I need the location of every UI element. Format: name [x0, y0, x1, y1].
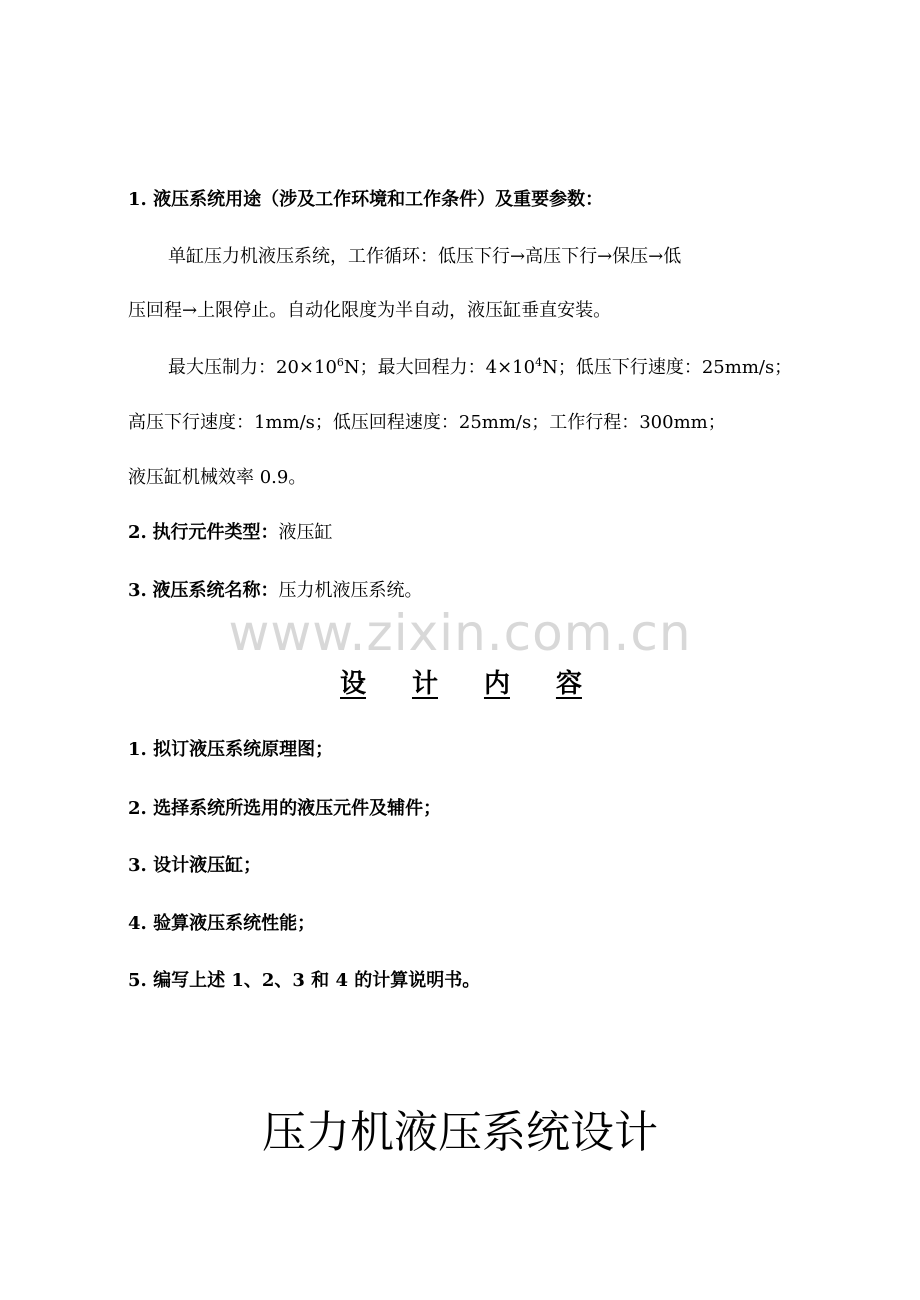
- paragraph-parameters-line-3: 液压缸机械效率 0.9。: [128, 467, 307, 488]
- design-item-3: [128, 854, 261, 878]
- item-number: 2.: [128, 522, 147, 543]
- design-content-heading: [340, 666, 582, 702]
- item-number: 5.: [128, 970, 147, 991]
- paragraph-work-cycle-line-1: 单缸压力机液压系统，工作循环：低压下行→高压下行→保压→低: [168, 246, 682, 267]
- watermark: www.zixin.com.cn: [228, 604, 692, 662]
- design-item-2: [128, 797, 441, 821]
- item-number: 3.: [128, 855, 147, 876]
- paragraph-parameters-line-2: 高压下行速度：1mm/s；低压回程速度：25mm/s；工作行程：300mm；: [128, 412, 726, 433]
- item-text: 拟订液压系统原理图；: [153, 739, 334, 760]
- param-text-c: N；低压下行速度：25mm/s；: [542, 357, 793, 378]
- document-title: 压力机液压系统设计: [262, 1107, 658, 1158]
- requirement-item-3: [128, 579, 423, 603]
- requirement-item-2: [128, 521, 333, 545]
- heading-char: 设: [340, 669, 367, 699]
- heading-char: 计: [411, 669, 438, 699]
- item-number: 1.: [128, 739, 147, 760]
- item-text: 设计液压缸；: [153, 855, 262, 876]
- item-label: 液压系统用途（涉及工作环境和工作条件）及重要参数：: [153, 189, 604, 210]
- item-number: 4.: [128, 913, 147, 934]
- item-value: 压力机液压系统。: [278, 580, 423, 601]
- design-item-1: [128, 738, 333, 762]
- param-exponent-a: 6: [336, 356, 344, 369]
- item-text: 编写上述 1、2、3 和 4 的计算说明书。: [153, 970, 481, 991]
- item-value: 液压缸: [278, 522, 333, 543]
- item-number: 2.: [128, 798, 147, 819]
- design-item-5: [128, 969, 480, 993]
- heading-char: 内: [483, 669, 510, 699]
- item-text: 选择系统所选用的液压元件及辅件；: [153, 798, 442, 819]
- param-text-b: N；最大回程力：4×10: [343, 357, 536, 378]
- item-label: 执行元件类型：: [152, 522, 279, 543]
- item-label: 液压系统名称：: [152, 580, 279, 601]
- item-number: 1.: [128, 189, 147, 210]
- requirement-item-1: [128, 188, 603, 212]
- item-text: 验算液压系统性能；: [153, 913, 316, 934]
- heading-char: 容: [555, 669, 582, 699]
- paragraph-parameters-line-1: [168, 356, 792, 380]
- paragraph-work-cycle-line-2: 压回程→上限停止。自动化限度为半自动，液压缸垂直安装。: [128, 300, 612, 321]
- design-item-4: [128, 912, 315, 936]
- item-number: 3.: [128, 580, 147, 601]
- param-exponent-b: 4: [535, 356, 543, 369]
- param-text-a: 最大压制力：20×10: [168, 357, 337, 378]
